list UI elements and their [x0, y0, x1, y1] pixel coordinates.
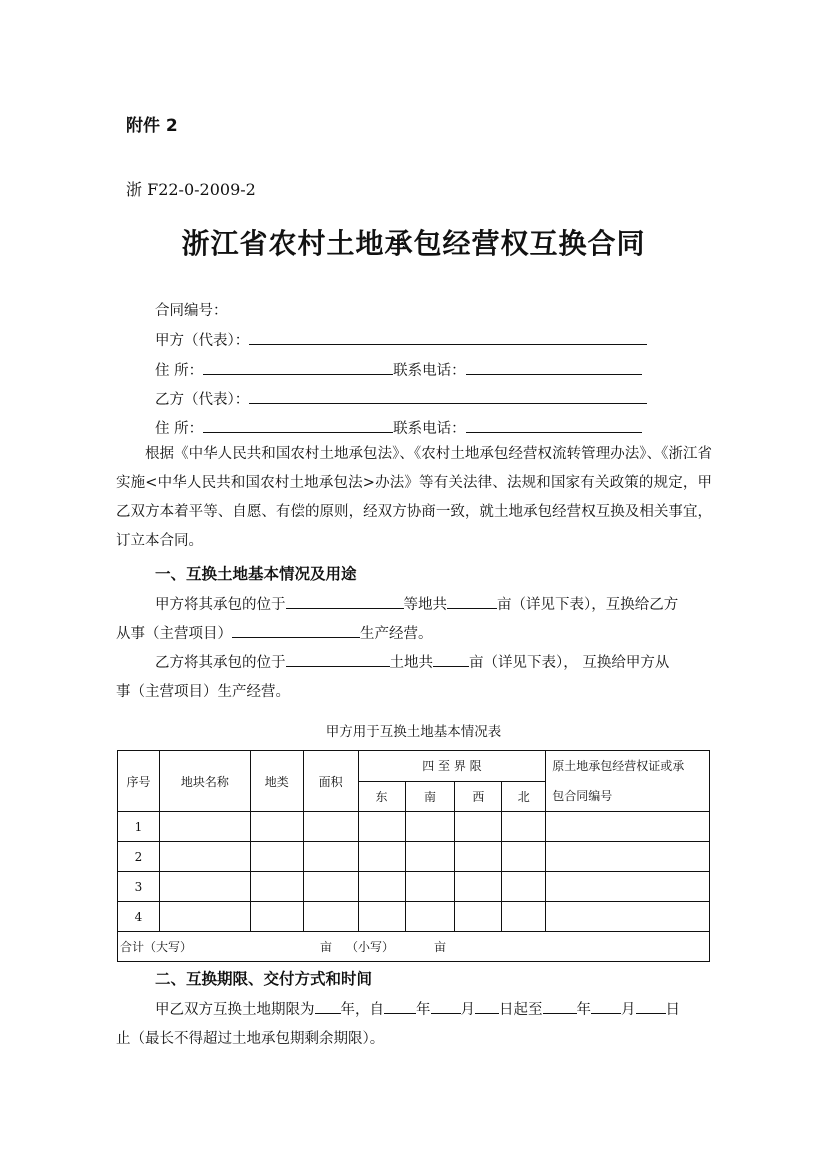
cell[interactable] [502, 842, 546, 872]
text: 土地共 [389, 655, 433, 671]
total-cell [118, 932, 710, 962]
contract-number-label: 合同编号： [155, 303, 228, 319]
phone-label: 联系电话： [393, 363, 466, 379]
cell[interactable] [159, 812, 250, 842]
total-label: 合计（大写） [120, 940, 193, 954]
phone-label: 联系电话： [393, 421, 466, 437]
cell[interactable] [250, 842, 303, 872]
cell[interactable] [502, 902, 546, 932]
land-info-table [117, 750, 710, 962]
small-label: （小写） [346, 940, 395, 954]
text: 等地共 [403, 597, 447, 613]
cell[interactable] [405, 842, 455, 872]
start-month-blank[interactable] [431, 999, 461, 1014]
header-boundaries: 四 至 界 限 [358, 751, 546, 782]
table-caption: 甲方用于互换土地基本情况表 [325, 724, 502, 740]
party-a-address-line [155, 359, 642, 380]
cell[interactable] [358, 872, 405, 902]
term-line [155, 998, 680, 1019]
row-number: 4 [118, 902, 160, 932]
table-row [118, 872, 710, 902]
party-b-usage-line [116, 680, 290, 701]
header-certificate [546, 751, 710, 812]
text: 年 [416, 1002, 431, 1018]
header-certificate-line2: 包合同编号 [552, 789, 613, 803]
text: 日 [665, 1002, 680, 1018]
contract-title: 浙江省农村土地承包经营权互换合同 [181, 227, 646, 260]
party-a-phone-blank[interactable] [466, 360, 642, 375]
table-row [118, 812, 710, 842]
party-b-address-line [155, 417, 642, 438]
address-label: 住 所： [155, 421, 204, 437]
table-row [118, 902, 710, 932]
cell[interactable] [455, 872, 502, 902]
term-limit-line [116, 1027, 384, 1048]
text: 亩（详见下表）， 互换给甲方从 [469, 655, 670, 671]
party-b-location-blank[interactable] [286, 652, 390, 667]
header-area: 面积 [303, 751, 358, 812]
party-a-blank[interactable] [249, 330, 647, 345]
text: 日起至 [499, 1002, 543, 1018]
cell[interactable] [405, 872, 455, 902]
text: 甲乙双方互换土地期限为 [155, 1002, 315, 1018]
end-year-blank[interactable] [543, 999, 577, 1014]
total-row [118, 932, 710, 962]
header-east: 东 [358, 781, 405, 812]
cell[interactable] [250, 872, 303, 902]
cell[interactable] [546, 812, 710, 842]
text: 止（最长不得超过土地承包期剩余期限）。 [116, 1031, 385, 1047]
attachment-label: 附件 2 [126, 116, 178, 136]
cell[interactable] [358, 842, 405, 872]
cell[interactable] [546, 902, 710, 932]
end-month-blank[interactable] [591, 999, 621, 1014]
party-a-project-blank[interactable] [232, 623, 360, 638]
cell[interactable] [303, 872, 358, 902]
text: 年，自 [340, 1002, 384, 1018]
cell[interactable] [159, 872, 250, 902]
cell[interactable] [303, 902, 358, 932]
cell[interactable] [405, 902, 455, 932]
party-a-land-line [155, 593, 678, 614]
section-2-heading: 二、互换期限、交付方式和时间 [155, 969, 373, 988]
text: 乙方将其承包的位于 [155, 655, 286, 671]
header-certificate-line1: 原土地承包经营权证或承 [552, 759, 685, 773]
party-a-address-blank[interactable] [203, 360, 393, 375]
address-label: 住 所： [155, 363, 204, 379]
cell[interactable] [455, 812, 502, 842]
header-south: 南 [405, 781, 455, 812]
cell[interactable] [250, 902, 303, 932]
cell[interactable] [502, 872, 546, 902]
row-number: 2 [118, 842, 160, 872]
text: 从事（主营项目） [116, 626, 232, 642]
header-no: 序号 [118, 751, 160, 812]
party-b-land-line [155, 651, 669, 672]
contract-number-line [155, 299, 228, 320]
cell[interactable] [546, 872, 710, 902]
term-years-blank[interactable] [315, 999, 341, 1014]
party-b-phone-blank[interactable] [466, 418, 642, 433]
header-land-type: 地类 [250, 751, 303, 812]
cell[interactable] [502, 812, 546, 842]
text: 事（主营项目）生产经营。 [116, 684, 290, 700]
mu-unit: 亩 [434, 940, 447, 954]
party-a-label: 甲方（代表）： [155, 333, 250, 349]
text: 月 [460, 1002, 475, 1018]
party-b-address-blank[interactable] [203, 418, 393, 433]
party-a-line [155, 329, 647, 350]
party-b-line [155, 388, 647, 409]
party-b-label: 乙方（代表）： [155, 392, 250, 408]
text: 生产经营。 [360, 626, 433, 642]
text: 年 [576, 1002, 591, 1018]
row-number: 3 [118, 872, 160, 902]
cell[interactable] [358, 812, 405, 842]
document-code: 浙 F22-0-2009-2 [126, 180, 256, 199]
cell[interactable] [303, 842, 358, 872]
party-a-usage-line [116, 622, 433, 643]
cell[interactable] [455, 842, 502, 872]
party-a-area-blank[interactable] [447, 594, 497, 609]
cell[interactable] [159, 842, 250, 872]
cell[interactable] [358, 902, 405, 932]
intro-paragraph: 根据《中华人民共和国农村土地承包法》、《农村土地承包经营权流转管理办法》、《浙江省实施<中华人民共和国农村土地承包法>办法》等有关法律、法规和国家有关政策的规定，甲乙双方本着平等、自愿、有偿的原则，经双方协商一致，就土地承包经营权互换及相关事宜，订立本合同。 [116, 446, 712, 549]
header-west: 西 [455, 781, 502, 812]
start-day-blank[interactable] [475, 999, 499, 1014]
header-plot-name: 地块名称 [159, 751, 250, 812]
text: 甲方将其承包的位于 [155, 597, 286, 613]
cell[interactable] [405, 812, 455, 842]
section-1-heading: 一、互换土地基本情况及用途 [155, 564, 357, 583]
party-b-blank[interactable] [249, 389, 647, 404]
cell[interactable] [159, 902, 250, 932]
text: 月 [621, 1002, 636, 1018]
end-day-blank[interactable] [636, 999, 666, 1014]
party-b-area-blank[interactable] [433, 652, 469, 667]
mu-unit: 亩 [320, 940, 333, 954]
start-year-blank[interactable] [384, 999, 416, 1014]
party-a-location-blank[interactable] [286, 594, 404, 609]
row-number: 1 [118, 812, 160, 842]
text: 亩（详见下表），互换给乙方 [497, 597, 679, 613]
cell[interactable] [250, 812, 303, 842]
table-row [118, 842, 710, 872]
header-north: 北 [502, 781, 546, 812]
cell[interactable] [546, 842, 710, 872]
cell[interactable] [455, 902, 502, 932]
cell[interactable] [303, 812, 358, 842]
